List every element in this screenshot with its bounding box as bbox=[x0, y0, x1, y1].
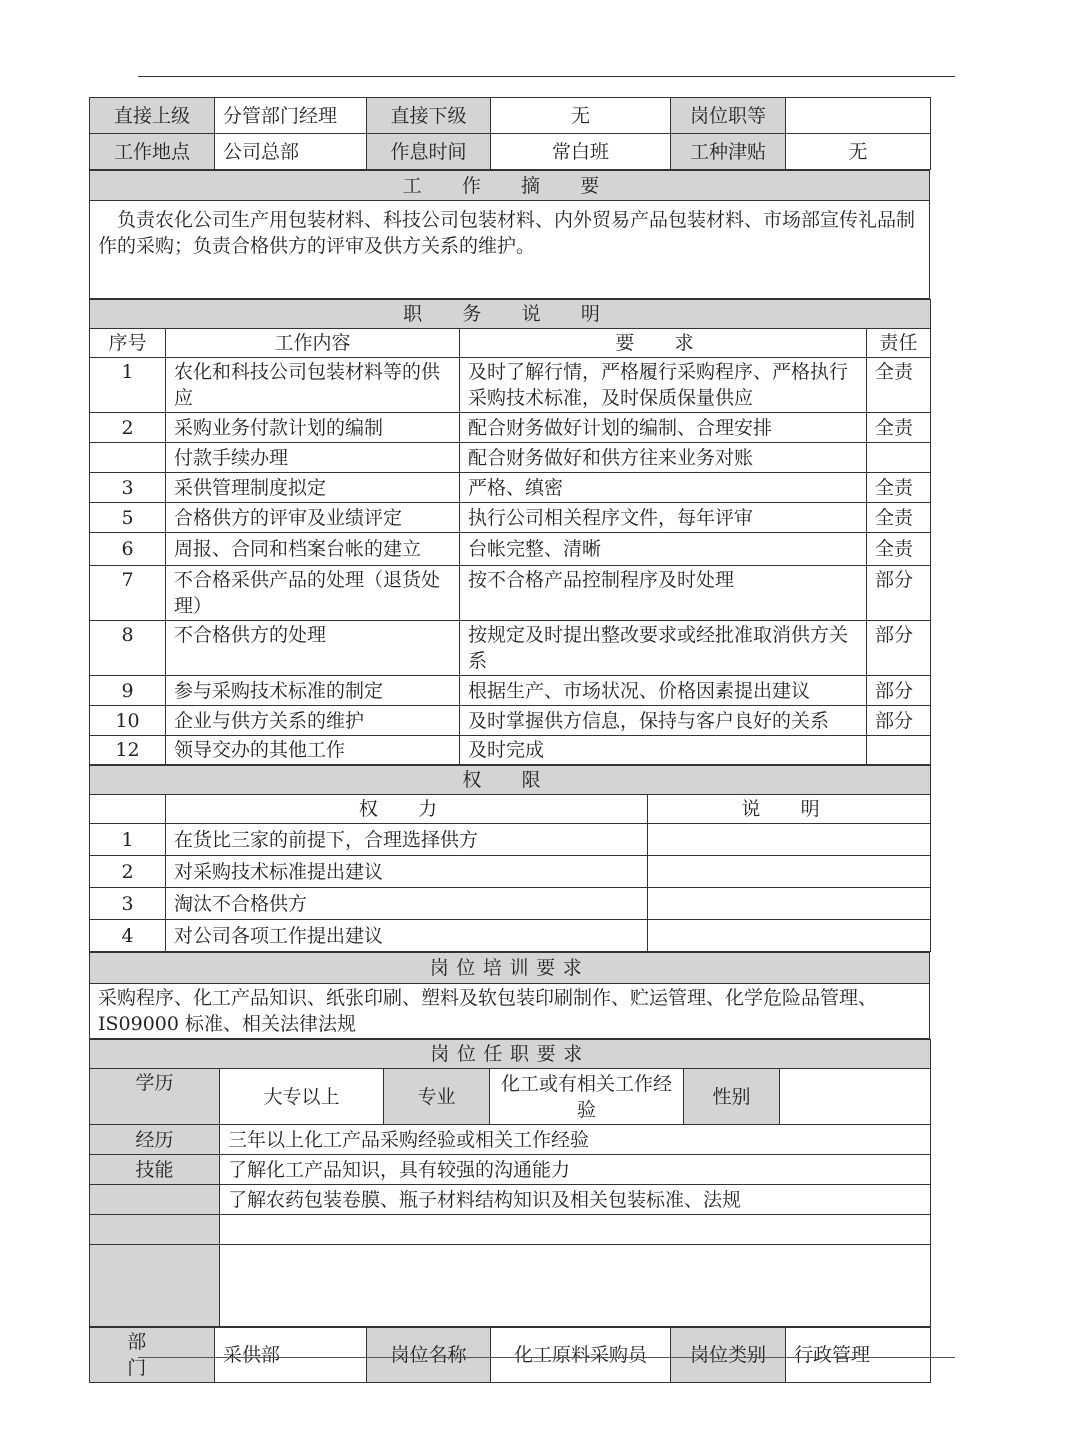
duty-responsibility: 部分 bbox=[867, 566, 931, 621]
duty-content: 农化和科技公司包装材料等的供应 bbox=[166, 358, 460, 413]
duty-content: 合格供方的评审及业绩评定 bbox=[166, 503, 460, 533]
duty-responsibility bbox=[867, 736, 931, 765]
table-row bbox=[90, 443, 931, 473]
footer-rule bbox=[138, 1357, 955, 1358]
department-label: 部 门 bbox=[90, 1328, 215, 1383]
summary-table bbox=[89, 170, 930, 299]
duty-responsibility: 部分 bbox=[867, 706, 931, 736]
job-description-form bbox=[89, 97, 930, 1383]
duties-table bbox=[89, 299, 931, 765]
table-row bbox=[90, 473, 931, 503]
duty-responsibility: 全责 bbox=[867, 413, 931, 443]
duty-no: 8 bbox=[90, 621, 166, 676]
authority-no: 1 bbox=[90, 824, 166, 856]
post-name-value: 化工原料采购员 bbox=[491, 1328, 671, 1383]
skill-value-2: 了解农药包装卷膜、瓶子材料结构知识及相关包装标准、法规 bbox=[220, 1185, 931, 1215]
header-rule bbox=[138, 76, 955, 77]
table-row bbox=[90, 706, 931, 736]
schedule-value: 常白班 bbox=[491, 134, 671, 170]
location-label: 工作地点 bbox=[90, 134, 215, 170]
duty-requirement: 及时掌握供方信息，保持与客户良好的关系 bbox=[460, 706, 867, 736]
table-row bbox=[90, 920, 931, 952]
post-type-value: 行政管理 bbox=[786, 1328, 931, 1383]
duty-content: 不合格供方的处理 bbox=[166, 621, 460, 676]
duty-content: 企业与供方关系的维护 bbox=[166, 706, 460, 736]
allowance-value: 无 bbox=[786, 134, 931, 170]
location-value: 公司总部 bbox=[215, 134, 367, 170]
duty-no: 7 bbox=[90, 566, 166, 621]
authority-power: 淘汰不合格供方 bbox=[166, 888, 648, 920]
gender-value bbox=[780, 1069, 931, 1125]
table-row bbox=[90, 676, 931, 706]
duty-content: 参与采购技术标准的制定 bbox=[166, 676, 460, 706]
authority-note bbox=[648, 856, 931, 888]
post-name-label: 岗位名称 bbox=[367, 1328, 491, 1383]
authority-title: 权 限 bbox=[90, 766, 931, 795]
table-row bbox=[90, 566, 931, 621]
duty-requirement: 及时了解行情，严格履行采购程序、严格执行采购技术标准，及时保质保量供应 bbox=[460, 358, 867, 413]
authority-note bbox=[648, 888, 931, 920]
superior-label: 直接上级 bbox=[90, 98, 215, 134]
qualification-title: 岗位任职要求 bbox=[90, 1040, 931, 1069]
table-row bbox=[90, 413, 931, 443]
duty-content: 不合格采供产品的处理（退货处理） bbox=[166, 566, 460, 621]
duty-responsibility: 部分 bbox=[867, 676, 931, 706]
table-row bbox=[90, 533, 931, 566]
training-table bbox=[89, 952, 930, 1039]
duty-no: 1 bbox=[90, 358, 166, 413]
duty-no: 9 bbox=[90, 676, 166, 706]
authority-power: 对采购技术标准提出建议 bbox=[166, 856, 648, 888]
authority-power: 在货比三家的前提下，合理选择供方 bbox=[166, 824, 648, 856]
duties-col-content: 工作内容 bbox=[166, 329, 460, 358]
duty-requirement: 根据生产、市场状况、价格因素提出建议 bbox=[460, 676, 867, 706]
education-label: 学历 bbox=[90, 1069, 220, 1125]
duty-content: 采供管理制度拟定 bbox=[166, 473, 460, 503]
duty-responsibility: 部分 bbox=[867, 621, 931, 676]
subordinate-label: 直接下级 bbox=[367, 98, 491, 134]
duty-content: 领导交办的其他工作 bbox=[166, 736, 460, 765]
duty-requirement: 严格、缜密 bbox=[460, 473, 867, 503]
empty-label-cell bbox=[90, 1215, 220, 1245]
duty-no: 10 bbox=[90, 706, 166, 736]
duty-requirement: 配合财务做好计划的编制、合理安排 bbox=[460, 413, 867, 443]
duty-requirement: 执行公司相关程序文件，每年评审 bbox=[460, 503, 867, 533]
authority-table bbox=[89, 765, 931, 952]
duty-no: 5 bbox=[90, 503, 166, 533]
experience-label: 经历 bbox=[90, 1125, 220, 1155]
footer-table bbox=[89, 1327, 931, 1383]
empty-value-cell bbox=[220, 1215, 931, 1245]
major-label: 专业 bbox=[384, 1069, 490, 1125]
duty-requirement: 按规定及时提出整改要求或经批准取消供方关系 bbox=[460, 621, 867, 676]
duties-title: 职 务 说 明 bbox=[90, 300, 931, 329]
authority-power: 对公司各项工作提出建议 bbox=[166, 920, 648, 952]
table-row bbox=[90, 621, 931, 676]
duty-responsibility: 全责 bbox=[867, 358, 931, 413]
grade-value bbox=[786, 98, 931, 134]
authority-note bbox=[648, 920, 931, 952]
post-type-label: 岗位类别 bbox=[671, 1328, 786, 1383]
qualification-table bbox=[89, 1039, 931, 1327]
education-value: 大专以上 bbox=[220, 1069, 384, 1125]
subordinate-value: 无 bbox=[491, 98, 671, 134]
duties-col-responsibility: 责任 bbox=[867, 329, 931, 358]
duty-responsibility bbox=[867, 443, 931, 473]
authority-no: 4 bbox=[90, 920, 166, 952]
table-row bbox=[90, 503, 931, 533]
duty-requirement: 配合财务做好和供方往来业务对账 bbox=[460, 443, 867, 473]
table-row bbox=[90, 888, 931, 920]
allowance-label: 工种津贴 bbox=[671, 134, 786, 170]
duties-col-requirement: 要 求 bbox=[460, 329, 867, 358]
skill-label: 技能 bbox=[90, 1155, 220, 1185]
duty-no bbox=[90, 443, 166, 473]
duty-requirement: 及时完成 bbox=[460, 736, 867, 765]
duty-content: 周报、合同和档案台帐的建立 bbox=[166, 533, 460, 566]
experience-value: 三年以上化工产品采购经验或相关工作经验 bbox=[220, 1125, 931, 1155]
duty-requirement: 按不合格产品控制程序及时处理 bbox=[460, 566, 867, 621]
department-value: 采供部 bbox=[215, 1328, 367, 1383]
duty-no: 12 bbox=[90, 736, 166, 765]
summary-text: 负责农化公司生产用包装材料、科技公司包装材料、内外贸易产品包装材料、市场部宣传礼品制作的采购；负责合格供方的评审及供方关系的维护。 bbox=[90, 201, 930, 299]
empty-label-cell bbox=[90, 1185, 220, 1215]
table-row bbox=[90, 358, 931, 413]
authority-col-no bbox=[90, 795, 166, 824]
training-text: 采购程序、化工产品知识、纸张印刷、塑料及软包装印刷制作、贮运管理、化学危险品管理、IS09000 标准、相关法律法规 bbox=[90, 984, 930, 1039]
table-row bbox=[90, 856, 931, 888]
authority-note bbox=[648, 824, 931, 856]
duty-content: 付款手续办理 bbox=[166, 443, 460, 473]
duty-responsibility: 全责 bbox=[867, 473, 931, 503]
table-row bbox=[90, 736, 931, 765]
authority-col-note: 说 明 bbox=[648, 795, 931, 824]
authority-no: 2 bbox=[90, 856, 166, 888]
duty-responsibility: 全责 bbox=[867, 533, 931, 566]
duty-responsibility: 全责 bbox=[867, 503, 931, 533]
skill-value-1: 了解化工产品知识，具有较强的沟通能力 bbox=[220, 1155, 931, 1185]
schedule-label: 作息时间 bbox=[367, 134, 491, 170]
duty-no: 3 bbox=[90, 473, 166, 503]
authority-no: 3 bbox=[90, 888, 166, 920]
duty-no: 6 bbox=[90, 533, 166, 566]
gender-label: 性别 bbox=[684, 1069, 780, 1125]
major-value: 化工或有相关工作经验 bbox=[490, 1069, 684, 1125]
duty-requirement: 台帐完整、清晰 bbox=[460, 533, 867, 566]
summary-title: 工 作 摘 要 bbox=[90, 171, 930, 201]
authority-col-power: 权 力 bbox=[166, 795, 648, 824]
grade-label: 岗位职等 bbox=[671, 98, 786, 134]
duties-col-no: 序号 bbox=[90, 329, 166, 358]
table-row bbox=[90, 824, 931, 856]
empty-label-cell bbox=[90, 1245, 220, 1327]
training-title: 岗位培训要求 bbox=[90, 953, 930, 984]
duty-no: 2 bbox=[90, 413, 166, 443]
duty-content: 采购业务付款计划的编制 bbox=[166, 413, 460, 443]
superior-value: 分管部门经理 bbox=[215, 98, 367, 134]
empty-value-cell bbox=[220, 1245, 931, 1327]
header-table bbox=[89, 97, 931, 170]
